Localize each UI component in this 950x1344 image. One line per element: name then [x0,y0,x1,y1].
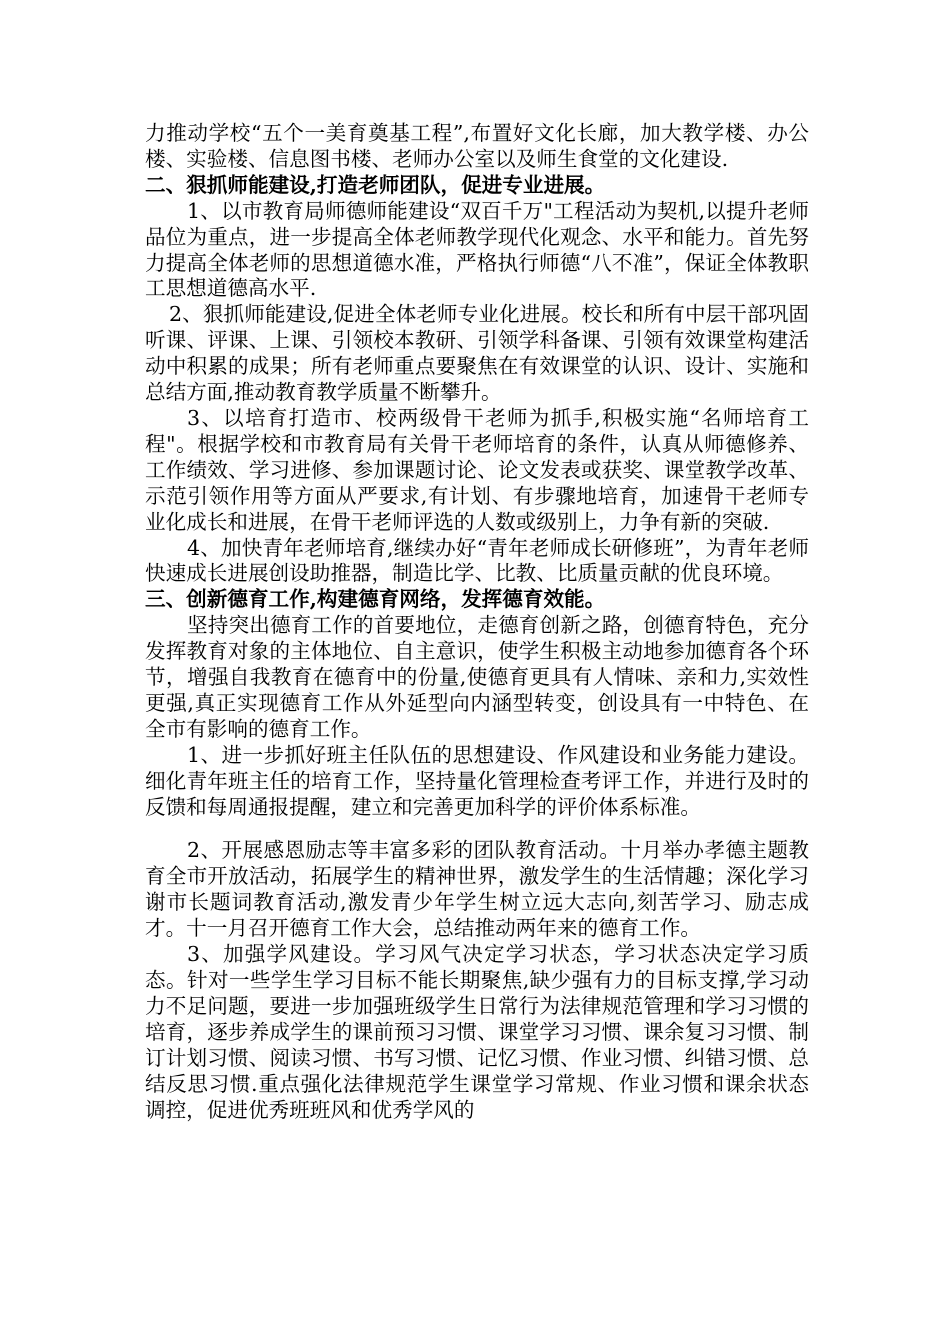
section-heading-3: 三、创新德育工作,构建德育网络，发挥德育效能。 [145,587,606,612]
paragraph-intro: 力推动学校“五个一美育奠基工程”,布置好文化长廊，加大教学楼、办公楼、实验楼、信息图书楼、老师办公室以及师生食堂的文化建设. [145,121,809,171]
paragraph-2-2: 2、狠抓师能建设,促进全体老师专业化进展。校长和所有中层干部巩固听课、评课、上课、引领校本教研、引领学科备课、引领有效课堂构建活动中积累的成果；所有老师重点要聚焦在有效课堂的认识、设计、实施和总结方面,推动教育教学质量不断攀升。 [145,302,809,405]
section-heading-2: 二、狠抓师能建设,打造老师团队，促进专业进展。 [145,172,606,197]
document-page [145,121,809,1123]
paragraph-3-intro: 坚持突出德育工作的首要地位，走德育创新之路，创德育特色，充分发挥教育对象的主体地位、自主意识，使学生积极主动地参加德育各个环节，增强自我教育在德育中的份量,使德育更具有人情味、亲和力,实效性更强,真正实现德育工作从外延型向内涵型转变，创设具有一中特色、在全市有影响的德育工作。 [145,613,809,741]
paragraph-3-3: 3、加强学风建设。学习风气决定学习状态，学习状态决定学习质态。针对一些学生学习目标不能长期聚焦,缺少强有力的目标支撑,学习动力不足问题，要进一步加强班级学生日常行为法律规范管理和学习习惯的培育，逐步养成学生的课前预习习惯、课堂学习习惯、课余复习习惯、制订计划习惯、阅读习惯、书写习惯、记忆习惯、作业习惯、纠错习惯、总结反思习惯.重点强化法律规范学生课堂学习常规、作业习惯和课余状态调控，促进优秀班班风和优秀学风的 [145,942,809,1122]
paragraph-2-1: 1、以市教育局师德师能建设“双百千万"工程活动为契机,以提升老师品位为重点，进一步提高全体老师教学现代化观念、水平和能力。首先努力提高全体老师的思想道德水准，严格执行师德“八不准”，保证全体教职工思想道德高水平. [145,198,809,301]
paragraph-3-1: 1、进一步抓好班主任队伍的思想建设、作风建设和业务能力建设。细化青年班主任的培育工作，坚持量化管理检查考评工作，并进行及时的反馈和每周通报提醒，建立和完善更加科学的评价体系标准。 [145,742,809,819]
paragraph-3-2: 2、开展感恩励志等丰富多彩的团队教育活动。十月举办孝德主题教育全市开放活动，拓展学生的精神世界，激发学生的生活情趣；深化学习谢市长题词教育活动,激发青少年学生树立远大志向,刻苦学习、励志成才。十一月召开德育工作大会，总结推动两年来的德育工作。 [145,838,809,941]
paragraph-2-4: 4、加快青年老师培育,继续办好“青年老师成长研修班”，为青年老师快速成长进展创设助推器，制造比学、比教、比质量贡献的优良环境。 [145,535,809,586]
paragraph-2-3: 3、以培育打造市、校两级骨干老师为抓手,积极实施“名师培育工程"。根据学校和市教育局有关骨干老师培育的条件，认真从师德修养、工作绩效、学习进修、参加课题讨论、论文发表或获奖、课堂教学改革、示范引领作用等方面从严要求,有计划、有步骤地培育，加速骨干老师专业化成长和进展，在骨干老师评选的人数或级别上，力争有新的突破. [145,405,809,534]
paragraph-spacer [145,820,809,838]
